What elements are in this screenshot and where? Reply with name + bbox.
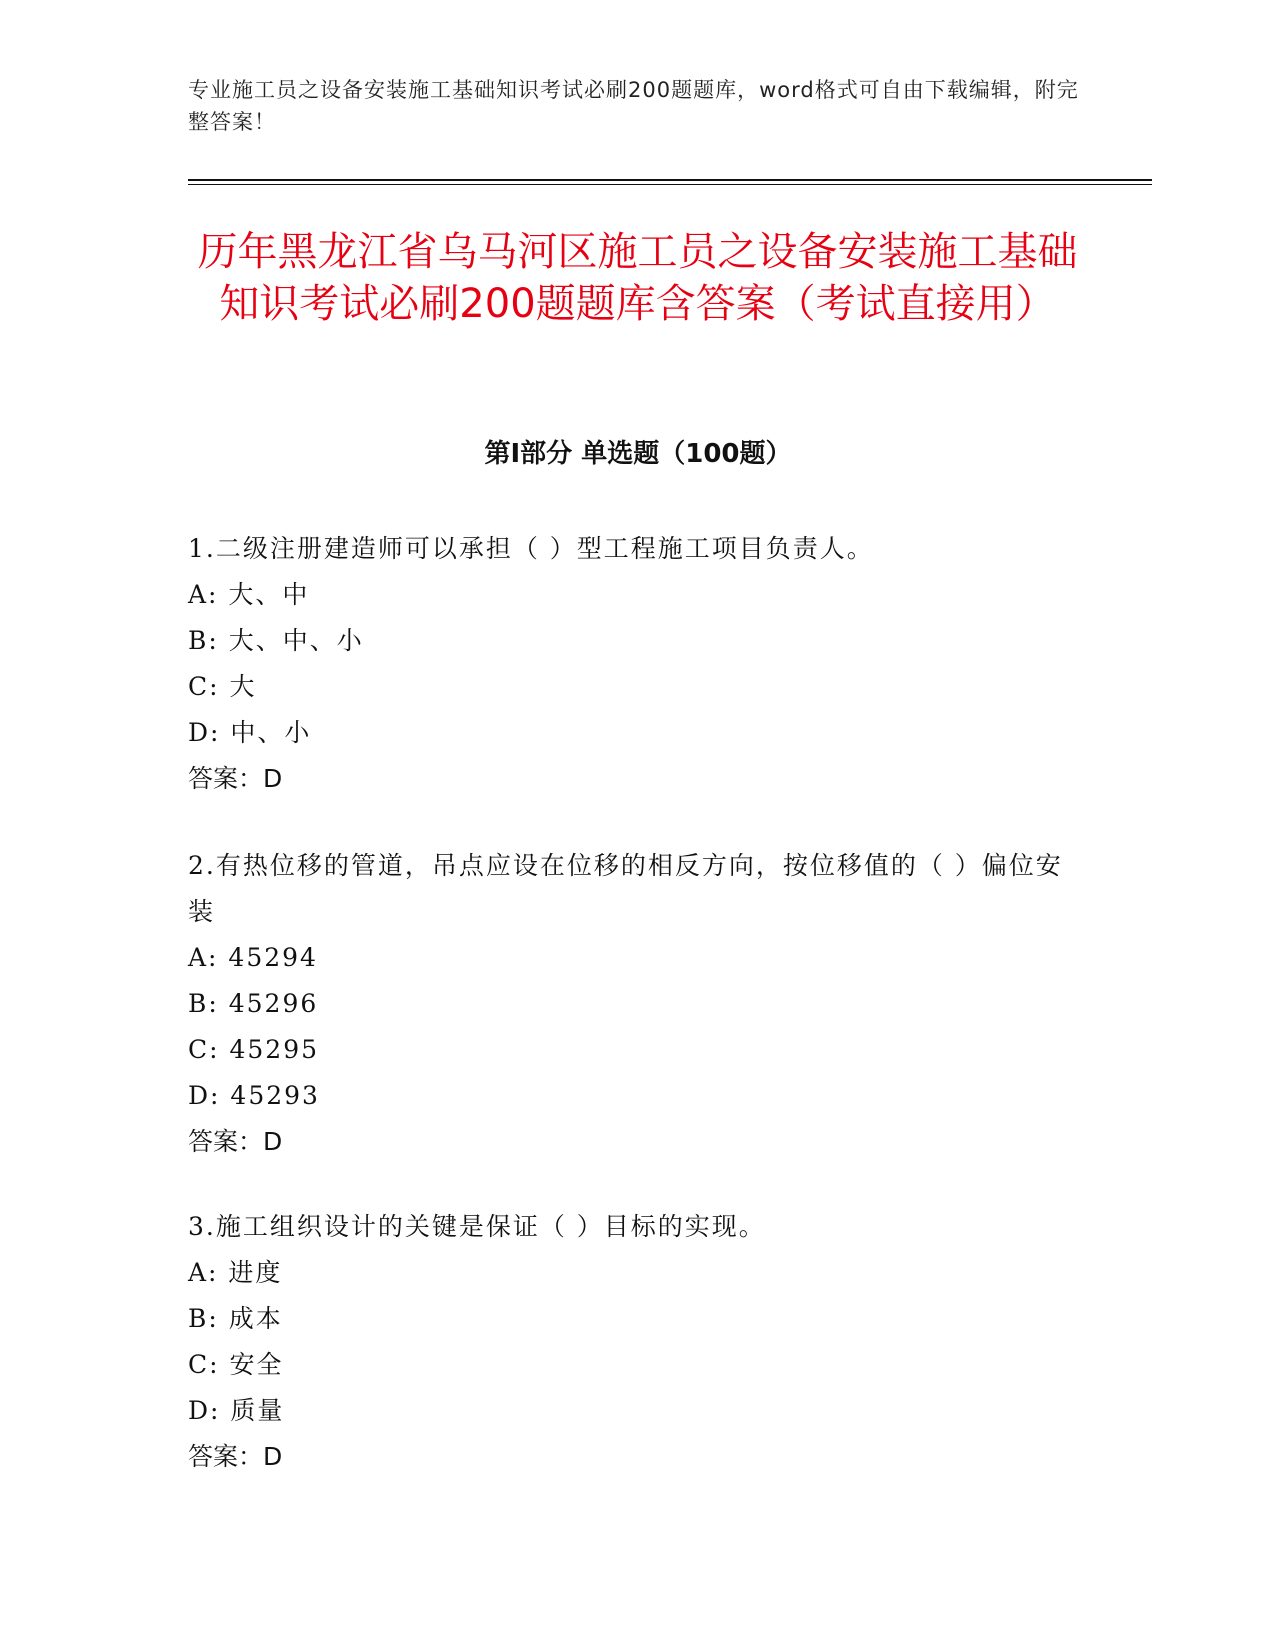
option-c: C: 安全 bbox=[188, 1350, 284, 1379]
option-c: C: 大 bbox=[188, 672, 257, 701]
question-1 bbox=[188, 526, 1088, 802]
question-stem: 1.二级注册建造师可以承担（ ）型工程施工项目负责人。 bbox=[188, 534, 874, 563]
option-b: B: 45296 bbox=[188, 989, 319, 1018]
option-a: A: 大、中 bbox=[188, 580, 310, 609]
question-stem: 3.施工组织设计的关键是保证（ ）目标的实现。 bbox=[188, 1212, 766, 1241]
option-d: D: 质量 bbox=[188, 1396, 285, 1425]
option-d: D: 45293 bbox=[188, 1081, 320, 1110]
header-rule-thick bbox=[188, 179, 1152, 181]
option-a: A: 进度 bbox=[188, 1258, 283, 1287]
option-b: B: 成本 bbox=[188, 1304, 283, 1333]
header-note: 专业施工员之设备安装施工基础知识考试必刷200题题库，word格式可自由下载编辑，附完整答案！ bbox=[188, 78, 1079, 134]
section-title: 第I部分 单选题（100题） bbox=[484, 439, 792, 469]
answer: 答案：D bbox=[188, 1127, 283, 1156]
document-title: 历年黑龙江省乌马河区施工员之设备安装施工基础知识考试必刷200题题库含答案（考试直接用） bbox=[197, 229, 1078, 327]
header-rule-thin bbox=[188, 184, 1152, 185]
option-a: A: 45294 bbox=[188, 943, 318, 972]
option-c: C: 45295 bbox=[188, 1035, 320, 1064]
question-2 bbox=[188, 843, 1088, 1165]
question-3 bbox=[188, 1204, 1088, 1480]
answer: 答案：D bbox=[188, 1442, 283, 1471]
question-stem: 2.有热位移的管道，吊点应设在位移的相反方向，按位移值的（ ）偏位安装 bbox=[188, 851, 1063, 926]
option-b: B: 大、中、小 bbox=[188, 626, 364, 655]
answer: 答案：D bbox=[188, 764, 283, 793]
option-d: D: 中、小 bbox=[188, 718, 312, 747]
